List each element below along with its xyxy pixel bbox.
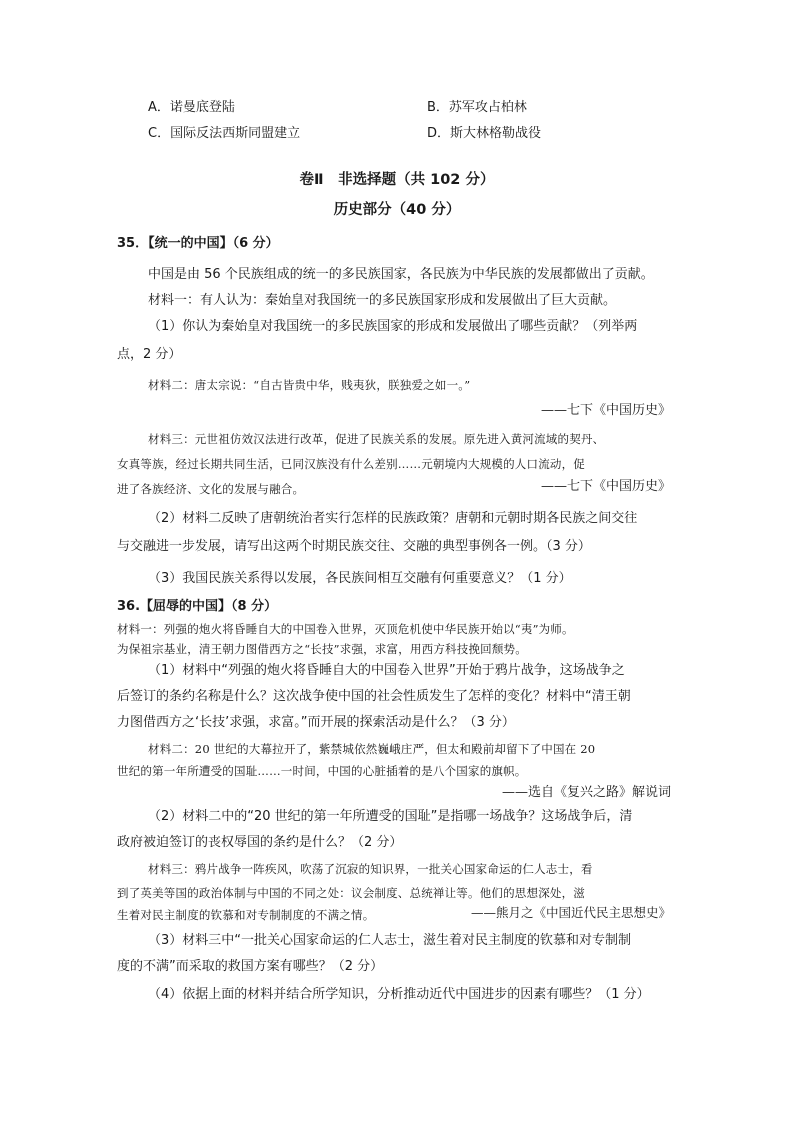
q36-sub1-line2: 后签订的条约名称是什么？这次战争使中国的社会性质发生了怎样的变化？材料中“清王朝 (117, 689, 631, 704)
section-subtitle: 历史部分（40 分） (333, 202, 461, 218)
section-title: 卷Ⅱ 非选择题（共 102 分） (299, 172, 495, 188)
q35-sub1-line2: 点，2 分） (117, 347, 182, 362)
q36-sub2-line2: 政府被迫签订的丧权辱国的条约是什么？（2 分） (117, 835, 403, 850)
q36-material-1-line1: 材料一：列强的炮火将昏睡自大的中国卷入世界，灭顶危机使中华民族开始以“夷”为师。 (117, 622, 574, 636)
q35-sub2-line1: （2）材料二反映了唐朝统治者实行怎样的民族政策？唐朝和元朝时期各民族之间交往 (148, 511, 638, 526)
q36-sub4: （4）依据上面的材料并结合所学知识，分析推动近代中国进步的因素有哪些？（1 分） (148, 987, 650, 1002)
q35-material-3-line1: 材料三：元世祖仿效汉法进行改革，促进了民族关系的发展。原先进入黄河流域的契丹、 (148, 432, 605, 446)
q36-sub3-line2: 度的不满”而采取的救国方案有哪些？（2 分） (117, 959, 384, 974)
q36-material-2-line2: 世纪的第一年所遭受的国耻……一时间，中国的心脏插着的是八个国家的旗帜。 (117, 764, 527, 778)
q36-sub1-line3: 力图借西方之‘长技’求强，求富。”而开展的探索活动是什么？（3 分） (117, 715, 515, 730)
q36-material-3-line2: 到了英美等国的政治体制与中国的不同之处：议会制度、总统禅让等。他们的思想深处，滋 (117, 886, 585, 900)
q35-material-2-source: ——七下《中国历史》 (540, 403, 671, 418)
option-a: A．诺曼底登陆 (148, 100, 235, 115)
option-b: B．苏军攻占柏林 (427, 100, 527, 115)
q36-heading: 36.【屈辱的中国】（8 分） (117, 599, 278, 614)
q36-material-3-line1: 材料三：鸦片战争一阵疾风，吹荡了沉寂的知识界，一批关心国家命运的仁人志士，看 (148, 862, 593, 876)
q35-sub2-line2: 与交融进一步发展，请写出这两个时期民族交往、交融的典型事例各一例。（3 分） (117, 539, 591, 554)
q35-material-1: 材料一：有人认为：秦始皇对我国统一的多民族国家形成和发展做出了巨大贡献。 (148, 293, 617, 308)
q36-material-1-line2: 为保祖宗基业，清王朝力图借西方之“长技”求强，求富，用西方科技挽回颓势。 (117, 642, 527, 656)
q35-heading: 35．【统一的中国】（6 分） (117, 236, 279, 251)
q35-material-3-line2: 女真等族，经过长期共同生活，已同汉族没有什么差别……元朝境内大规模的人口流动，促 (117, 457, 585, 471)
q35-sub3: （3）我国民族关系得以发展，各民族间相互交融有何重要意义？（1 分） (148, 571, 572, 586)
q35-material-3-source: ——七下《中国历史》 (540, 479, 671, 494)
q36-sub3-line1: （3）材料三中“一批关心国家命运的仁人志士，滋生着对民主制度的钦慕和对专制制 (148, 933, 632, 948)
q36-sub2-line1: （2）材料二中的“20 世纪的第一年所遭受的国耻”是指哪一场战争？这场战争后，清 (148, 809, 633, 824)
q35-intro: 中国是由 56 个民族组成的统一的多民族国家，各民族为中华民族的发展都做出了贡献。 (148, 267, 654, 282)
q36-material-3-source: ——熊月之《中国近代民主思想史》 (470, 905, 671, 920)
option-d: D．斯大林格勒战役 (427, 126, 542, 141)
q36-material-2-line1: 材料二：20 世纪的大幕拉开了，紫禁城依然巍峨庄严，但太和殿前却留下了中国在 20 (148, 742, 596, 756)
q36-material-3-line3: 生着对民主制度的钦慕和对专制制度的不满之情。 (117, 908, 375, 922)
option-c: C．国际反法西斯同盟建立 (148, 126, 301, 141)
q35-material-2: 材料二：唐太宗说：“自古皆贵中华，贱夷狄，朕独爱之如一。” (148, 378, 471, 392)
q36-material-2-source: ——选自《复兴之路》解说词 (501, 785, 671, 800)
q35-sub1-line1: （1）你认为秦始皇对我国统一的多民族国家的形成和发展做出了哪些贡献？（列举两 (148, 319, 638, 334)
q35-material-3-line3: 进了各族经济、文化的发展与融合。 (117, 482, 305, 496)
q36-sub1-line1: （1）材料中“列强的炮火将昏睡自大的中国卷入世界”开始于鸦片战争，这场战争之 (148, 663, 625, 678)
